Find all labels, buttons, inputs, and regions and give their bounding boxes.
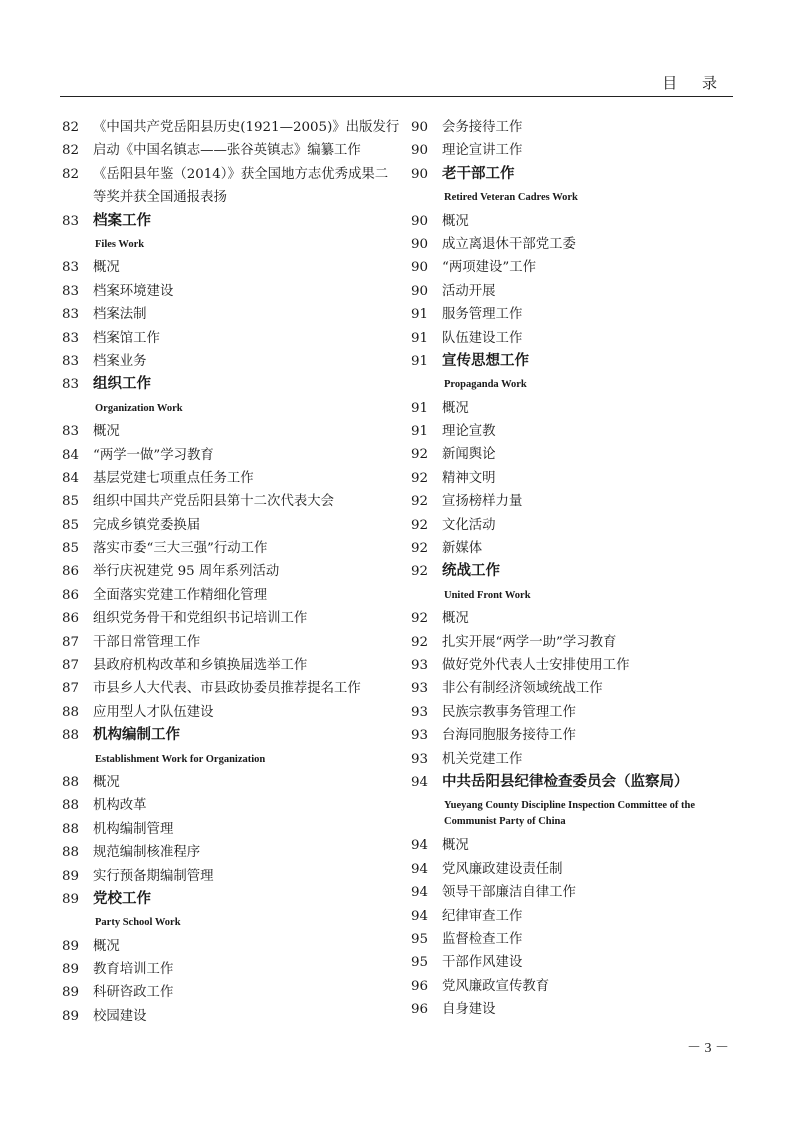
toc-entry: [411, 834, 741, 857]
toc-entry: [62, 139, 392, 162]
toc-entry: [411, 280, 741, 303]
toc-entry-title: 《中国共产党岳阳县历史(1921—2005)》出版发行: [93, 120, 400, 135]
toc-entry: [62, 701, 392, 724]
toc-entry: [62, 537, 392, 560]
toc-entry-title: 档案馆工作: [93, 330, 160, 346]
toc-entry-title: 全面落实党建工作精细化管理: [93, 587, 268, 603]
toc-page-number: 92: [411, 494, 429, 510]
toc-entry: [62, 818, 392, 841]
toc-entry: [411, 858, 741, 881]
toc-entry-title: 概况: [442, 213, 469, 229]
toc-entry-title: 机构编制管理: [93, 821, 174, 837]
toc-page-number: 82: [62, 120, 80, 135]
toc-entry: [411, 397, 741, 420]
toc-entry: [62, 935, 392, 958]
toc-page-number: 85: [62, 541, 80, 557]
toc-entry-title: 组织中国共产党岳阳县第十二次代表大会: [93, 494, 335, 510]
toc-page-number: 92: [411, 541, 429, 557]
toc-page-number: 94: [411, 908, 429, 924]
toc-page-number: 85: [62, 494, 80, 510]
toc-page-number: 83: [62, 260, 80, 276]
toc-entry: [62, 490, 392, 513]
toc-right-column: [411, 116, 741, 1021]
toc-page-number: 84: [62, 470, 80, 486]
toc-page-number: 92: [411, 634, 429, 650]
toc-page-number: 83: [62, 377, 80, 393]
toc-entry-title: 档案工作: [93, 212, 151, 229]
toc-page-number: 94: [411, 861, 429, 877]
toc-page-number: 88: [62, 798, 80, 814]
toc-section-heading: [411, 350, 741, 373]
toc-entry-title: 组织党务骨干和党组织书记培训工作: [93, 611, 308, 627]
toc-entry: [411, 975, 741, 998]
toc-page-number: 90: [411, 283, 429, 299]
toc-entry: [411, 537, 741, 560]
toc-entry-title: 领导干部廉洁自律工作: [442, 885, 576, 901]
toc-page-number: 92: [411, 470, 429, 486]
toc-section-heading: [411, 771, 741, 794]
toc-entry-title: 中共岳阳县纪律检查委员会（监察局）: [442, 773, 689, 790]
toc-entry-title: 统战工作: [442, 563, 500, 580]
toc-page-number: 87: [62, 658, 80, 674]
toc-section-heading: [62, 724, 392, 747]
toc-page-number: 83: [62, 353, 80, 369]
toc-entry: [411, 607, 741, 630]
toc-entry-title: 启动《中国名镇志——张谷英镇志》编纂工作: [93, 143, 361, 159]
toc-page-number: 93: [411, 657, 429, 673]
toc-page-number: 88: [62, 821, 80, 837]
toc-page-number: 89: [62, 891, 80, 907]
toc-entry-title: 概况: [442, 400, 469, 416]
toc-page-number: 89: [62, 1008, 80, 1024]
toc-page-number: 87: [62, 634, 80, 650]
toc-entry-title: 机构改革: [93, 798, 147, 814]
toc-entry: [62, 865, 392, 888]
toc-entry-title: 机关党建工作: [442, 751, 523, 767]
toc-entry: [411, 303, 741, 326]
toc-entry: [62, 1005, 392, 1028]
toc-entry-title: 纪律审查工作: [442, 908, 523, 924]
toc-entry: [62, 771, 392, 794]
page-number: － 3 －: [687, 1041, 729, 1056]
toc-page-number: 90: [411, 166, 429, 182]
toc-entry-title: 监督检查工作: [442, 931, 523, 947]
toc-entry: [411, 951, 741, 974]
toc-page-number: 94: [411, 838, 429, 854]
toc-left-column: [62, 116, 400, 1028]
toc-page-number: 93: [411, 704, 429, 720]
toc-page-number: 91: [411, 424, 429, 440]
toc-page-number: 91: [411, 330, 429, 346]
toc-page-number: 90: [411, 213, 429, 229]
toc-entry: [62, 560, 392, 583]
toc-entry-title: 举行庆祝建党 95 周年系列活动: [93, 564, 280, 580]
toc-entry-title: 县政府机构改革和乡镇换届选举工作: [93, 658, 308, 674]
toc-entry-title: 档案法制: [93, 307, 147, 323]
toc-page-number: 90: [411, 143, 429, 159]
toc-entry-title: 实行预备期编制管理: [93, 868, 214, 884]
toc-entry-title: 服务管理工作: [442, 307, 523, 323]
toc-page-number: 84: [62, 447, 80, 463]
toc-page-number: 88: [62, 845, 80, 861]
toc-entry: [62, 654, 392, 677]
toc-entry-title: 精神文明: [442, 470, 496, 486]
toc-entry-title: 宣传思想工作: [442, 352, 529, 369]
toc-entry: [411, 233, 741, 256]
toc-entry-title: 新媒体: [442, 541, 483, 557]
toc-page-number: 92: [411, 517, 429, 533]
toc-entry-title: 基层党建七项重点任务工作: [93, 470, 254, 486]
toc-page-number: 86: [62, 564, 80, 580]
toc-entry-title: 落实市委“三大三强”行动工作: [93, 541, 268, 557]
toc-section-heading: [62, 888, 392, 911]
toc-page-number: 95: [411, 955, 429, 971]
toc-page-number: 86: [62, 587, 80, 603]
toc-page-number: 89: [62, 938, 80, 954]
toc-entry-title: 党校工作: [93, 890, 151, 907]
toc-entry-title: 宣扬榜样力量: [442, 494, 523, 510]
toc-page-number: 86: [62, 611, 80, 627]
toc-entry-title: 概况: [93, 938, 120, 954]
toc-entry: [411, 420, 741, 443]
toc-entry: [411, 490, 741, 513]
toc-page-number: 90: [411, 120, 429, 135]
toc-page-number: 82: [62, 166, 80, 182]
toc-entry: [62, 444, 392, 467]
toc-section-heading: [411, 163, 741, 186]
toc-entry: [62, 256, 392, 279]
toc-entry: [62, 467, 392, 490]
toc-section-heading: [62, 373, 392, 396]
toc-entry: [411, 467, 741, 490]
toc-page-number: 88: [62, 728, 80, 744]
toc-entry: [62, 350, 392, 373]
toc-section-english-title: Organization Work: [95, 402, 183, 414]
toc-section-english-title: Establishment Work for Organization: [95, 753, 266, 765]
toc-entry-title: 自身建设: [442, 1002, 496, 1018]
toc-entry-title: 概况: [442, 838, 469, 854]
toc-section-heading: [62, 210, 392, 233]
toc-entry: [411, 654, 741, 677]
toc-page-number: 91: [411, 307, 429, 323]
toc-entry-title: 理论宣教: [442, 424, 496, 440]
toc-entry: [411, 701, 741, 724]
toc-page-number: 83: [62, 330, 80, 346]
toc-page-number: 93: [411, 728, 429, 744]
toc-entry: [62, 958, 392, 981]
toc-page-number: 96: [411, 1002, 429, 1018]
toc-entry: [411, 998, 741, 1021]
toc-entry-title: 应用型人才队伍建设: [93, 704, 214, 720]
toc-entry-title: 干部作风建设: [442, 955, 523, 971]
toc-entry-title: 扎实开展“两学一助”学习教育: [442, 634, 617, 650]
toc-entry: [62, 794, 392, 817]
toc-entry-title: 干部日常管理工作: [93, 634, 201, 650]
toc-entry: [62, 841, 392, 864]
toc-entry-title: 活动开展: [442, 283, 496, 299]
toc-entry: [411, 748, 741, 771]
toc-entry-title: 民族宗教事务管理工作: [442, 704, 576, 720]
toc-entry-title: “两学一做”学习教育: [93, 447, 214, 463]
toc-page-number: 83: [62, 213, 80, 229]
toc-section-english-title: Retired Veteran Cadres Work: [444, 192, 578, 204]
toc-entry-title: 做好党外代表人士安排使用工作: [442, 657, 630, 673]
toc-entry-title: 完成乡镇党委换届: [93, 517, 201, 533]
toc-entry-title: 会务接待工作: [442, 120, 523, 135]
toc-entry: [62, 327, 392, 350]
toc-entry: [411, 631, 741, 654]
toc-entry-title: “两项建设”工作: [442, 260, 537, 276]
toc-entry-title: 党风廉政宣传教育: [442, 978, 550, 994]
toc-entry: [411, 724, 741, 747]
toc-page-number: 91: [411, 400, 429, 416]
toc-entry: [62, 677, 392, 700]
toc-entry-title: 科研咨政工作: [93, 985, 174, 1001]
toc-entry-title: 市县乡人大代表、市县政协委员推荐提名工作: [93, 681, 361, 697]
toc-page-number: 83: [62, 424, 80, 440]
toc-entry: [62, 981, 392, 1004]
toc-page-number: 92: [411, 564, 429, 580]
toc-entry-title: 档案环境建设: [93, 283, 174, 299]
toc-page-number: 90: [411, 236, 429, 252]
toc-entry-title: 老干部工作: [442, 165, 515, 182]
toc-section-heading: [411, 560, 741, 583]
toc-page-number: 94: [411, 885, 429, 901]
toc-entry: [62, 303, 392, 326]
toc-entry: [62, 116, 400, 139]
toc-entry-title: 党风廉政建设责任制: [442, 861, 563, 877]
toc-page-number: 93: [411, 751, 429, 767]
toc-entry-title: 台海同胞服务接待工作: [442, 728, 576, 744]
toc-entry-title: 文化活动: [442, 517, 496, 533]
toc-entry-title: 规范编制核准程序: [93, 845, 201, 861]
toc-section-english-title: United Front Work: [444, 589, 531, 601]
toc-entry-title: 新闻舆论: [442, 447, 496, 463]
toc-page-number: 89: [62, 868, 80, 884]
toc-entry: [411, 210, 741, 233]
toc-page-number: 83: [62, 307, 80, 323]
toc-entry: [62, 420, 392, 443]
toc-page-number: 88: [62, 704, 80, 720]
toc-entry-title: 成立离退休干部党工委: [442, 236, 576, 252]
toc-entry-title: 概况: [93, 424, 120, 440]
toc-entry: [411, 443, 741, 466]
toc-entry-title: 概况: [93, 260, 120, 276]
toc-page-number: 96: [411, 978, 429, 994]
toc-entry-title: 教育培训工作: [93, 962, 174, 978]
toc-entry: [411, 139, 741, 162]
toc-entry: [411, 881, 741, 904]
toc-entry: [411, 905, 741, 928]
header-divider: [60, 96, 733, 97]
toc-page-number: 95: [411, 931, 429, 947]
toc-entry: [411, 928, 741, 951]
toc-entry-title: 概况: [93, 774, 120, 790]
toc-section-english-title: Party School Work: [95, 917, 181, 929]
toc-page-number: 87: [62, 681, 80, 697]
toc-entry: [62, 631, 392, 654]
toc-entry-title: 组织工作: [93, 376, 151, 393]
toc-page-number: 93: [411, 681, 429, 697]
toc-page-number: 90: [411, 260, 429, 276]
toc-entry: [411, 116, 741, 139]
toc-entry: [411, 327, 741, 350]
toc-entry: [62, 607, 392, 630]
toc-page-number: 83: [62, 283, 80, 299]
toc-entry: [411, 514, 741, 537]
page-header-title: 目 录: [662, 74, 727, 92]
toc-entry-title: 机构编制工作: [93, 727, 180, 744]
toc-entry: [411, 677, 741, 700]
toc-page-number: 85: [62, 517, 80, 533]
toc-page-number: 91: [411, 353, 429, 369]
toc-entry: [62, 280, 392, 303]
toc-entry: [62, 514, 392, 537]
toc-entry-title: 《岳阳县年鉴（2014）》获全国地方志优秀成果二等奖并获全国通报表扬: [93, 166, 389, 206]
toc-entry-title: 档案业务: [93, 353, 147, 369]
toc-section-english-title: Propaganda Work: [444, 379, 527, 391]
toc-page-number: 89: [62, 962, 80, 978]
toc-entry-title: 队伍建设工作: [442, 330, 523, 346]
toc-entry: [62, 163, 392, 210]
toc-entry-title: 校园建设: [93, 1008, 147, 1024]
toc-entry-title: 非公有制经济领域统战工作: [442, 681, 603, 697]
toc-page-number: 94: [411, 774, 429, 790]
toc-page-number: 92: [411, 447, 429, 463]
toc-page-number: 88: [62, 774, 80, 790]
toc-page-number: 92: [411, 611, 429, 627]
toc-page-number: 82: [62, 143, 80, 159]
toc-page-number: 89: [62, 985, 80, 1001]
toc-entry-title: 概况: [442, 611, 469, 627]
toc-entry: [411, 256, 741, 279]
toc-entry: [62, 584, 392, 607]
toc-section-english-title: Files Work: [95, 238, 145, 250]
toc-entry-title: 理论宣讲工作: [442, 143, 523, 159]
toc-section-english-title: Yueyang County Discipline Inspection Committee of the Communist Party of China: [444, 800, 696, 828]
